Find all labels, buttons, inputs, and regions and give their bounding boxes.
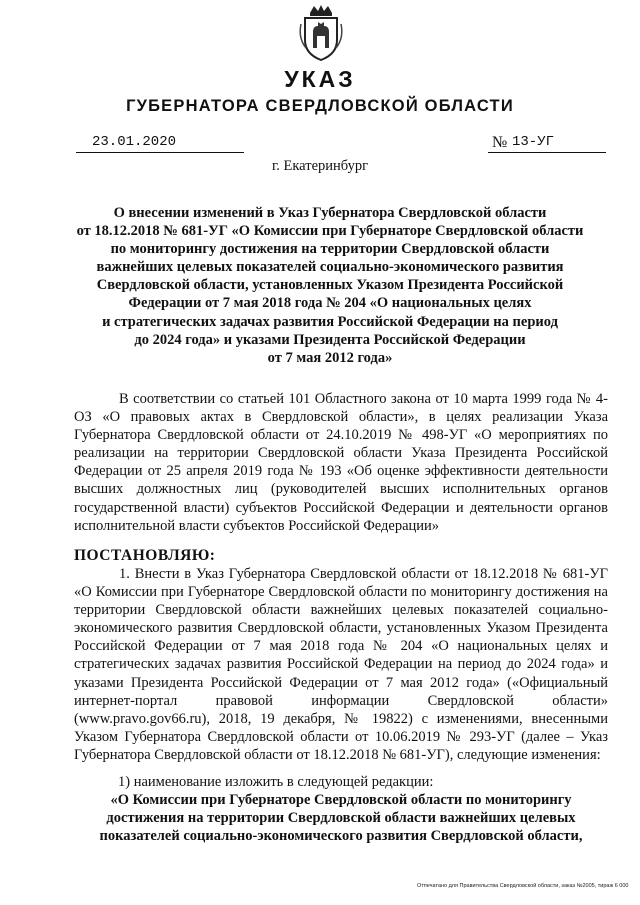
date-underline [76, 152, 244, 153]
item-1-paragraph: 1. Внести в Указ Губернатора Свердловской области от 18.12.2018 № 681-УГ «О Комиссии при Губернаторе Свердловской области по мониторингу достижения на территории Свердловской области важнейших целевых показателей социально-экономического развития Свердловской области, установленных Указом Президента Российской Федерации от 7 мая 2018 года № 204 «О национальных целях и стратегических задачах развития Российской Федерации на период до 2024 года» и указами Президента Российской Федерации от 7 мая 2012 года» («Официальный интернет-портал правовой информации Свердловской области» (www.pravo.gov66.ru), 2018, 19 декабря, № 19822) с изменениями, внесенными Указом Губернатора Свердловской области от 10.06.2019 № 293-УГ (далее – Указ Губернатора Свердловской области от 18.12.2018 № 681-УГ), следующие изменения: [74, 566, 608, 763]
title-line: по мониторингу достижения на территории Свердловской области [110, 241, 550, 258]
city: г. Екатеринбург [271, 158, 369, 174]
title-line: Свердловской области, установленных Указом Президента Российской [96, 277, 564, 294]
document-title [70, 204, 590, 367]
title-line: и стратегических задачах развития Российской Федерации на период [102, 313, 558, 330]
document-date: 23.01.2020 [92, 134, 177, 150]
title-line: от 18.12.2018 № 681-УГ «О Комиссии при Губернаторе Свердловской области [76, 223, 584, 240]
number-underline [488, 152, 606, 153]
title-line: О внесении изменений в Указ Губернатора Свердловской области [113, 205, 547, 221]
sverdlovsk-coat-of-arms-icon [296, 4, 346, 62]
title-line: Федерации от 7 мая 2018 года № 204 «О национальных целях [128, 295, 532, 312]
title-line: важнейших целевых показателей социально-экономического развития [96, 259, 564, 276]
decree-word: ПОСТАНОВЛЯЮ: [74, 547, 216, 564]
document-number: 13-УГ [512, 134, 555, 150]
number-sign: № [492, 134, 508, 151]
subitem-1-paragraph: 1) наименование изложить в следующей редакции: [118, 774, 434, 790]
title-line: от 7 мая 2012 года» [267, 349, 393, 366]
new-title-quote: «О Комиссии при Губернаторе Свердловской области по мониторингу достижения на территории Свердловской области важнейших целевых показателей социально-экономического развития Свердловской области, [99, 792, 583, 845]
preamble-paragraph: В соответствии со статьей 101 Областного закона от 10 марта 1999 года № 4-ОЗ «О правовых актах в Свердловской области», в целях реализации Указа Губернатора Свердловской области от 24.10.2019 № 498-УГ «О мероприятиях по реализации на территории Свердловской области Указа Президента Российской Федерации от 25 апреля 2019 года № 193 «Об оценке эффективности деятельности высших должностных лиц (руководителей высших исполнительных органов государственной власти) субъектов Российской Федерации и деятельности органов исполнительной власти субъектов Российской Федерации» [74, 391, 608, 534]
issuer-title: ГУБЕРНАТОРА СВЕРДЛОВСКОЙ ОБЛАСТИ [126, 97, 514, 115]
title-line: до 2024 года» и указами Президента Российской Федерации [134, 331, 526, 348]
document-type: УКАЗ [284, 66, 356, 92]
print-note: Отпечатано для Правительства Свердловской области, заказ №2005, тираж 6 000 [417, 883, 629, 889]
